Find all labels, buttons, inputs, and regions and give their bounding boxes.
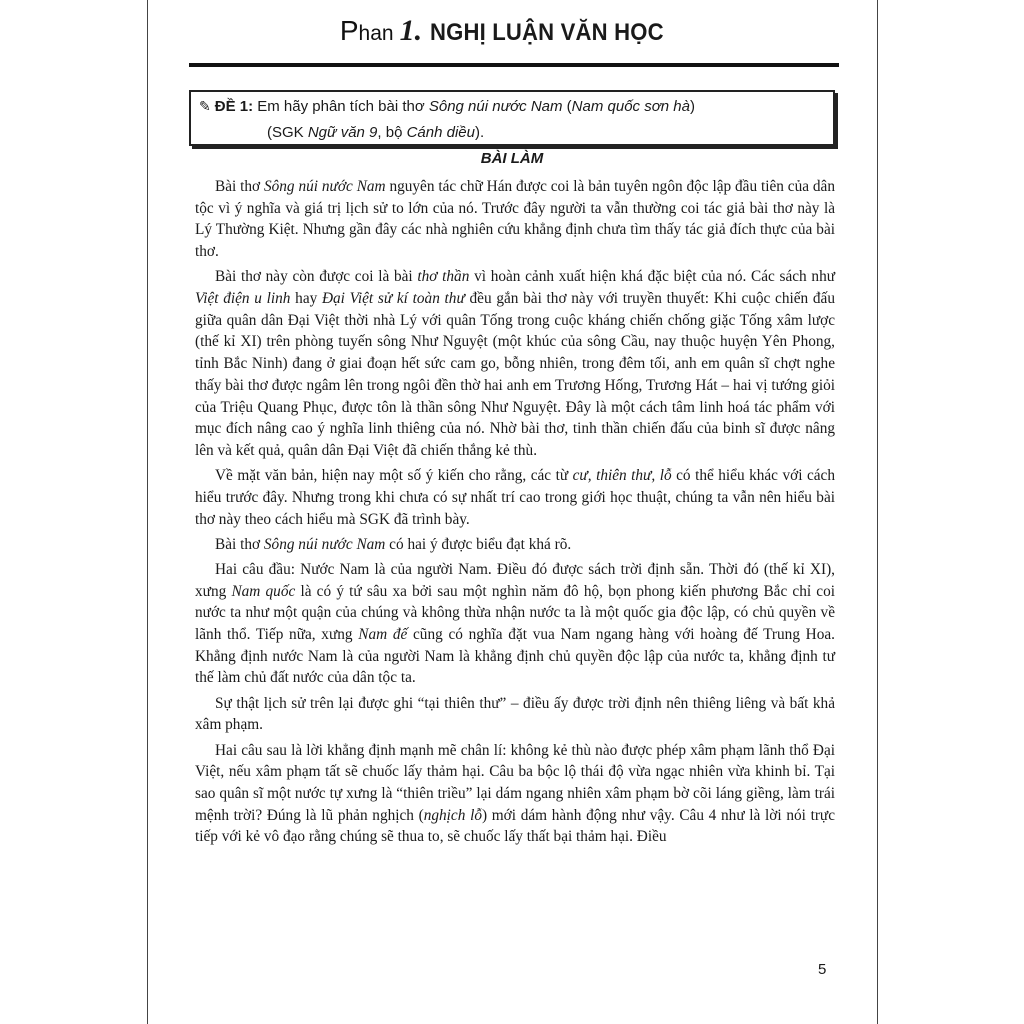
text-run: là có ý tứ sâu xa bởi sau một nghìn năm đô hộ, bọn phong kiến phương Bắc chỉ coi nước ta như một quận của chúng và không thừa nhận nước ta là một quốc gia độc lập, có chủ quyền về lãnh thổ. Tiếp nữa, xưng xyxy=(195,582,835,644)
text-run: có hai ý được biểu đạt khá rõ. xyxy=(385,535,572,553)
italic-run: Sông núi nước Nam xyxy=(263,535,386,553)
page-number: 5 xyxy=(818,961,827,978)
italic-run: Sông núi nước Nam xyxy=(263,178,386,195)
text-run: Hai câu sau là lời khẳng định mạnh mẽ chân lí: không kẻ thù nào được phép xâm phạm lãnh thổ Đại Việt, nếu xâm phạm tất sẽ chuốc lấy thảm hại. Câu ba bộc lộ thái độ vừa ngạc nhiên vừa khinh bỉ. Tại sao quân sĩ một nước tự xưng là “thiên triều” lại dám ngang nhiên xâm phạm bờ cõi láng giềng, làm trái mệnh trời? Đúng là lũ phản nghịch ( xyxy=(195,741,835,824)
source-close: ). xyxy=(474,124,485,141)
text-run: Hai câu đầu: Nước Nam là của người Nam. Điều đó được sách trời định sẵn. Thời đó (thế kỉ XI), xưng xyxy=(195,560,835,600)
text-run: Bài thơ xyxy=(215,178,264,195)
text-run: ) mới dám hành động như vậy. Câu 4 như là lời nói trực tiếp với kẻ vô đạo rằng chúng sẽ thua to, sẽ chuốc lấy thất bại thảm hại. Điều xyxy=(195,806,835,846)
text-run: có thể hiểu khác với cách hiểu trước đây. Nhưng trong khi chưa có sự nhất trí cao trong giới học thuật, chúng ta vẫn nên hiểu bài thơ này theo cách hiểu mà SGK đã trình bày. xyxy=(195,467,835,528)
text-run: Về mặt văn bản, hiện nay một số ý kiến cho rằng, các từ xyxy=(215,467,573,485)
source-open: (SGK xyxy=(267,124,308,141)
text-run: đều gắn bài thơ này với truyền thuyết: Khi cuộc chiến đấu giữa quân dân Đại Việt thời nhà Lý với quân Tống trong cuộc kháng chiến chống giặc Tống xâm lược (thế kỉ XI) trên phòng tuyến sông Như Nguyệt (một khúc của sông Cầu, nay thuộc huyện Yên Phong, tỉnh Bắc Ninh) đang ở giai đoạn hết sức cam go, bỗng nhiên, trong đêm tối, anh em quân sĩ chợt nghe thấy bài thơ được ngâm lên trong ngôi đền thờ hai anh em Trương Hống, Trương Hát – hai vị tướng giỏi của Triệu Quang Phục, được tôn là thần sông Như Nguyệt. Đây là một cách tâm linh hoá tác phẩm với mục đích nâng cao ý nghĩa linh thiêng của nó. Nhờ bài thơ, tinh thần chiến đấu của binh sĩ được nâng lên và kết quả, quân dân Đại Việt đã chiến thắng kẻ thù. xyxy=(195,290,835,459)
italic-run: Nam đế xyxy=(358,626,408,644)
source-mid: , bộ xyxy=(377,124,407,141)
paragraph-2 xyxy=(195,266,835,461)
paragraph-5 xyxy=(195,559,835,689)
question-box xyxy=(189,90,835,146)
text-run: vì hoàn cảnh xuất hiện khá đặc biệt của nó. Các sách như xyxy=(469,268,836,286)
text-run: Sự thật lịch sử trên lại được ghi “tại thiên thư” – điều ấy được trời định nên thiêng liêng và bất khả xâm phạm. xyxy=(195,694,835,734)
italic-run: Đại Việt sử kí toàn thư xyxy=(321,290,465,308)
question-line-2 xyxy=(199,120,833,146)
paren-open: ( xyxy=(562,98,572,115)
text-run: Bài thơ này còn được coi là bài xyxy=(215,268,418,286)
question-line-1 xyxy=(199,93,833,120)
text-run: cũng có nghĩa đặt vua Nam ngang hàng với hoàng đế Trung Hoa. Khẳng định nước Nam là của người Nam là khẳng định chủ quyền độc lập của nước ta, khẳng định tư thế làm chủ đất nước của dân tộc ta. xyxy=(195,626,835,687)
pencil-icon: ✎ xyxy=(199,98,211,114)
source-series: Cánh diều xyxy=(406,124,475,141)
italic-run: cư, thiên thư, lỗ xyxy=(572,467,672,485)
poem-alt-title: Nam quốc sơn hà xyxy=(571,98,690,115)
paragraph-6 xyxy=(195,693,835,736)
answer-heading: BÀI LÀM xyxy=(480,150,544,167)
part-word xyxy=(340,15,394,46)
text-run: Bài thơ xyxy=(215,535,264,553)
text-run: hay xyxy=(290,290,322,308)
source-book: Ngữ văn 9 xyxy=(307,124,378,141)
title-rule xyxy=(189,63,839,67)
paragraph-7 xyxy=(195,740,835,849)
part-title xyxy=(147,14,877,48)
page-border-right xyxy=(877,0,878,1024)
text-run: nguyên tác chữ Hán được coi là bản tuyên ngôn độc lập đầu tiên của dân tộc vì ý nghĩa và giá trị lịch sử to lớn của nó. Trước đây người ta vẫn thường coi tác giả bài thơ này là Lý Thường Kiệt. Nhưng gần đây các nhà nghiên cứu khẳng định chưa tìm thấy tác giả đích thực của bài thơ. xyxy=(195,178,835,261)
paragraph-1 xyxy=(195,176,835,263)
poem-title: Sông núi nước Nam xyxy=(428,98,563,115)
part-name: NGHỊ LUẬN VĂN HỌC xyxy=(430,19,664,46)
question-text: Em hãy phân tích bài thơ xyxy=(253,98,429,115)
paren-close: ) xyxy=(689,98,695,115)
part-rest: han xyxy=(358,22,394,45)
part-number: 1. xyxy=(399,14,423,47)
italic-run: nghịch lỗ xyxy=(423,806,482,824)
paragraph-3 xyxy=(195,465,835,530)
italic-run: Việt điện u linh xyxy=(195,290,291,308)
question-label: ĐỀ 1: xyxy=(214,98,254,115)
essay-body xyxy=(195,176,835,852)
paragraph-4 xyxy=(195,534,835,556)
italic-run: thơ thần xyxy=(417,268,470,286)
italic-run: Nam quốc xyxy=(231,582,296,600)
part-initial: P xyxy=(339,15,359,46)
